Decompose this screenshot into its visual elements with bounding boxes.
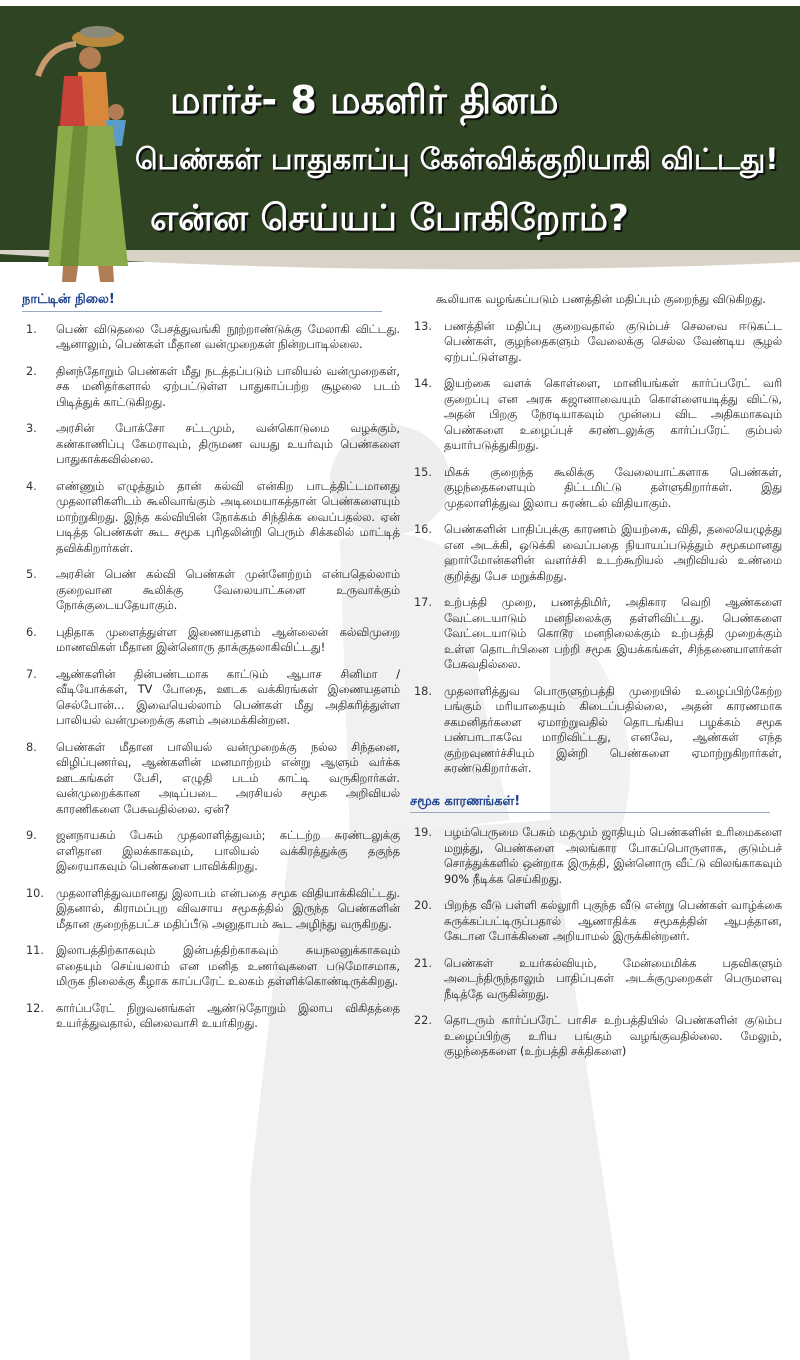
- list-item: [410, 376, 782, 454]
- item-number: 4.: [26, 479, 37, 493]
- item-text: தொடரும் கார்ப்பரேட் பாசிச உற்பத்தியில் பெண்களின் குடும்ப உழைப்பிற்கு உரிய பங்கும் வழங்குவதில்லை. மேலும், குழந்தைகளை (உற்பத்தி சக்திகளை): [444, 1014, 782, 1058]
- item-text: பணத்தின் மதிப்பு குறைவதால் குடும்பச் செலவை ஈடுகட்ட பெண்கள், குழந்தைகளும் வேலைக்கு செல்ல வேண்டிய சூழல் ஏற்பட்டுள்ளது.: [444, 319, 782, 364]
- item-text: உற்பத்தி முறை, பணத்திமிர், அதிகார வெறி ஆண்களை வேட்டையாடும் மனநிலைக்கு தள்ளிவிட்டது. பெண்களை வேட்டையாடும் கொடூர மனநிலைக்கும் உற்பத்தி முறைக்கும் உள்ள தொடர்பினை பற்றி சமூக இயக்கங்கள், சிந்தனையாளர்கள் பேசுவதில்லை.: [444, 596, 782, 671]
- right-column: [410, 292, 782, 1071]
- item-number: 7.: [26, 667, 37, 681]
- item-text: அரசின் போக்சோ சட்டமும், வன்கொடுமை வழக்கும், கண்காணிப்பு கேமராவும், திருமண வயது உயர்வும் பெண்களை பாதுகாக்கவில்லை.: [56, 422, 400, 466]
- left-column: [22, 292, 400, 1043]
- list-item: [410, 595, 782, 673]
- item-number: 2.: [26, 364, 37, 378]
- list-item: [22, 667, 400, 729]
- item-text: பழம்பெருமை பேசும் மதமும் ஜாதியும் பெண்களின் உரிமைகளை மறுத்து, பெண்களை அலங்கார போகப்பொருளாக, குடும்பச் சொத்துக்களில் ஒன்றாக இருத்தி, இன்னொரு வீட்டு விலங்காகவும் 90% நீடிக்க செய்கிறது.: [444, 826, 782, 886]
- list-item: [22, 322, 400, 353]
- item-number: 13.: [414, 319, 432, 333]
- item-text: முதலாளித்துவமானது இலாபம் என்பதை சமூக விதியாக்கிவிட்டது. இதனால், கிராமப்புற விவசாய சமூகத்தில் இருந்த பெண்களின் மீதான குறைந்தபட்ச மதிப்பீடு அனுதாபம் கூட அழிந்து வருகிறது.: [56, 886, 400, 931]
- list-item: [22, 740, 400, 818]
- title-line-1: மார்ச்- 8 மகளிர் தினம்: [170, 78, 559, 122]
- item-text: பெண்கள் உயர்கல்வியும், மேன்மைமிக்க பதவிகளும் அடைந்திருந்தாலும் பாதிப்புகள் அடக்குமுறைகள் பெருமளவு நீடித்தே வருகின்றது.: [444, 956, 782, 1001]
- item-text: மிகக் குறைந்த கூலிக்கு வேலையாட்களாக பெண்கள், குழந்தைகளையும் திட்டமிட்டு தள்ளுகிறார்கள். இது முதலாளித்துவ இலாப சுரண்டல் விதியாகும்.: [444, 465, 782, 510]
- list-item: [410, 825, 782, 887]
- item-number: 1.: [26, 322, 37, 336]
- item-text: புதிதாக முளைத்துள்ள இணையதளம் ஆன்லைன் கல்விமுறை மாணவிகள் மீதான இன்னொரு தாக்குதலாகிவிட்டது!: [56, 625, 400, 654]
- item-text: பெண் விடுதலை பேசத்துவங்கி நூற்றாண்டுக்கு மேலாகி விட்டது. ஆனாலும், பெண்கள் மீதான வன்முறைகள் நின்றபாடில்லை.: [56, 322, 400, 351]
- list-item: [410, 898, 782, 945]
- list-item: [22, 1001, 400, 1032]
- list-item: [410, 522, 782, 584]
- list-item: [22, 567, 400, 614]
- list-item: [410, 684, 782, 777]
- item-number: 3.: [26, 422, 37, 435]
- item-text: ஆண்களின் தின்பண்டமாக காட்டும் ஆபாச சினிமா / வீடியோக்கள், TV போதை, ஊடக வக்கிரங்கள் இணையதளம் செல்போன்... இவையெல்லாம் பெண்கள் மீது அதிகரித்துள்ள பாலியல் வன்முறைக்கு களம் அமைக்கின்றன.: [56, 667, 400, 727]
- item-number: 5.: [26, 568, 37, 581]
- title-line-2: பெண்கள் பாதுகாப்பு கேள்விக்குறியாகி விட்டது!: [135, 142, 779, 176]
- item-text: கார்ப்பரேட் நிறுவனங்கள் ஆண்டுதோறும் இலாப விகிதத்தை உயர்த்துவதால், விலைவாசி உயர்கிறது.: [56, 1001, 400, 1030]
- list-item: [410, 319, 782, 366]
- list-item: [22, 943, 400, 990]
- item-number: 6.: [26, 625, 37, 639]
- item-number: 19.: [414, 826, 432, 839]
- item-number: 18.: [414, 684, 432, 698]
- woman-carrying-child-icon: [18, 16, 148, 286]
- item-number: 11.: [26, 944, 44, 957]
- item-number: 21.: [414, 956, 432, 970]
- item-number: 9.: [26, 829, 37, 842]
- item-number: 12.: [26, 1001, 44, 1015]
- item-text: முதலாளித்துவ பொருளுற்பத்தி முறையில் உழைப்பிற்கேற்ற பங்கும் மரியாதையும் கிடைப்பதில்லை, அதன் காரணமாக சகமனிதர்களை ஏமாற்றுவதில் தொடங்கிய பழக்கம் சமூக பண்பாடாகவே மாறிவிட்டது, எனவே, ஆண்கள் எந்த குற்றவுணர்ச்சியும் இன்றி பெண்களை ஏமாற்றுகிறார்கள், சுரண்டுகிறார்கள்.: [444, 684, 782, 775]
- list-item: [22, 625, 400, 656]
- title-line-3: என்ன செய்யப் போகிறோம்?: [150, 198, 629, 239]
- item-number: 15.: [414, 465, 432, 479]
- continuation-text: கூலியாக வழங்கப்படும் பணத்தின் மதிப்பும் குறைந்து விடுகிறது.: [436, 293, 766, 306]
- item-number: 20.: [414, 899, 432, 912]
- list-item: [22, 364, 400, 411]
- item-text: பெண்களின் பாதிப்புக்கு காரணம் இயற்கை, விதி, தலையெழுத்து என அடக்கி, ஒடுக்கி வைப்பதை நியாயப்படுத்தும் சமூகமானது ஹார்மோன்களின் வளர்ச்சி உடற்கூறியல் அறிவியல் உண்மை குறித்து பேச மறுக்கிறது.: [444, 523, 782, 583]
- item-number: 22.: [414, 1014, 432, 1027]
- list-item: [22, 828, 400, 875]
- item-text: இலாபத்திற்காகவும் இன்பத்திற்காகவும் சுயநலனுக்காகவும் எதையும் செய்யலாம் என மனித உணர்வுகளை படுமோசமாக, மிருக நிலைக்கு கீழாக காப்பரேட் உலகம் தள்ளிக்கொண்டிருக்கிறது.: [56, 944, 400, 988]
- item-text: இயற்கை வளக் கொள்ளை, மானியங்கள் கார்ப்பரேட் வரி குறைப்பு என அரசு கஜானாவையும் கொள்ளையடித்து விட்டு, அதன் பிறகு நேரடியாகவும் முன்பை விட அதிகமாகவும் பெண்களை உழைப்புச் சுரண்டலுக்கு கார்ப்பரேட் கும்பல் தயார்படுத்துகிறது.: [444, 377, 782, 452]
- item-number: 8.: [26, 740, 37, 754]
- list-item: [410, 465, 782, 512]
- item-number: 16.: [414, 523, 432, 536]
- item-number: 17.: [414, 596, 432, 609]
- item-number: 10.: [26, 886, 44, 900]
- item-text: அரசின் பெண் கல்வி பெண்கள் முன்னேற்றம் என்பதெல்லாம் குறைவான கூலிக்கு வேலையாட்களை உருவாக்கும் நோக்குடையதேயாகும்.: [56, 568, 400, 612]
- list-item: [22, 479, 400, 557]
- item-text: ஜனநாயகம் பேசும் முதலாளித்துவம்; கட்டற்ற சுரண்டலுக்கு எளிதான இலக்காகவும், பாலியல் வக்கிரத்துக்கு தகுந்த இரையாகவும் பெண்களை பாவிக்கிறது.: [56, 829, 400, 873]
- item-text: எண்ணும் எழுத்தும் தான் கல்வி என்கிற பாடத்திட்டமானது முதலாளிகளிடம் கூலிவாங்கும் அடிமையாகத்தான் பெண்களையும் மாற்றுகிறது. இந்த கல்வியின் நோக்கம் சிந்திக்க வைப்பதல்ல. ஏன் படித்த பெண்கள் கூட சமூக புரிதலின்றி பெரும் சிக்கலில் மாட்டித் தவிக்கிறார்கள்.: [56, 479, 400, 555]
- section-heading-nation: நாட்டின் நிலை!: [22, 292, 382, 312]
- list-item: [410, 956, 782, 1003]
- section-heading-social: சமூக காரணங்கள்!: [410, 794, 770, 814]
- item-text: பிறந்த வீடு பள்ளி கல்லூரி புகுந்த வீடு என்று பெண்கள் வாழ்க்கை சுருக்கப்பட்டிருப்பதால் ஆணாதிக்க சமூகத்தின் ஆபத்தான, கேடான போக்கினை அறியாமல் இருக்கின்றனர்.: [444, 899, 782, 943]
- list-item: [22, 886, 400, 933]
- list-item: [410, 1013, 782, 1060]
- item-text: பெண்கள் மீதான பாலியல் வன்முறைக்கு நல்ல சிந்தனை, விழிப்புணர்வு, ஆண்களின் மனமாற்றம் என்று ஆளும் வர்க்க ஊடகங்கள் பேசி, எழுதி படம் காட்டி வருகிறார்கள். வன்முறைக்கான அடிப்படை அரசியல் சமூக அறிவியல் காரணிகளை பேசுவதில்லை. ஏன்?: [56, 740, 400, 816]
- item-text: தினந்தோறும் பெண்கள் மீது நடத்தப்படும் பாலியல் வன்முறைகள், சக மனிதர்களால் ஏற்பட்டுள்ள பாதுகாப்பற்ற சூழலை படம் பிடித்துக் காட்டுகிறது.: [56, 364, 400, 409]
- list-item: [22, 421, 400, 468]
- item-number: 14.: [414, 377, 432, 390]
